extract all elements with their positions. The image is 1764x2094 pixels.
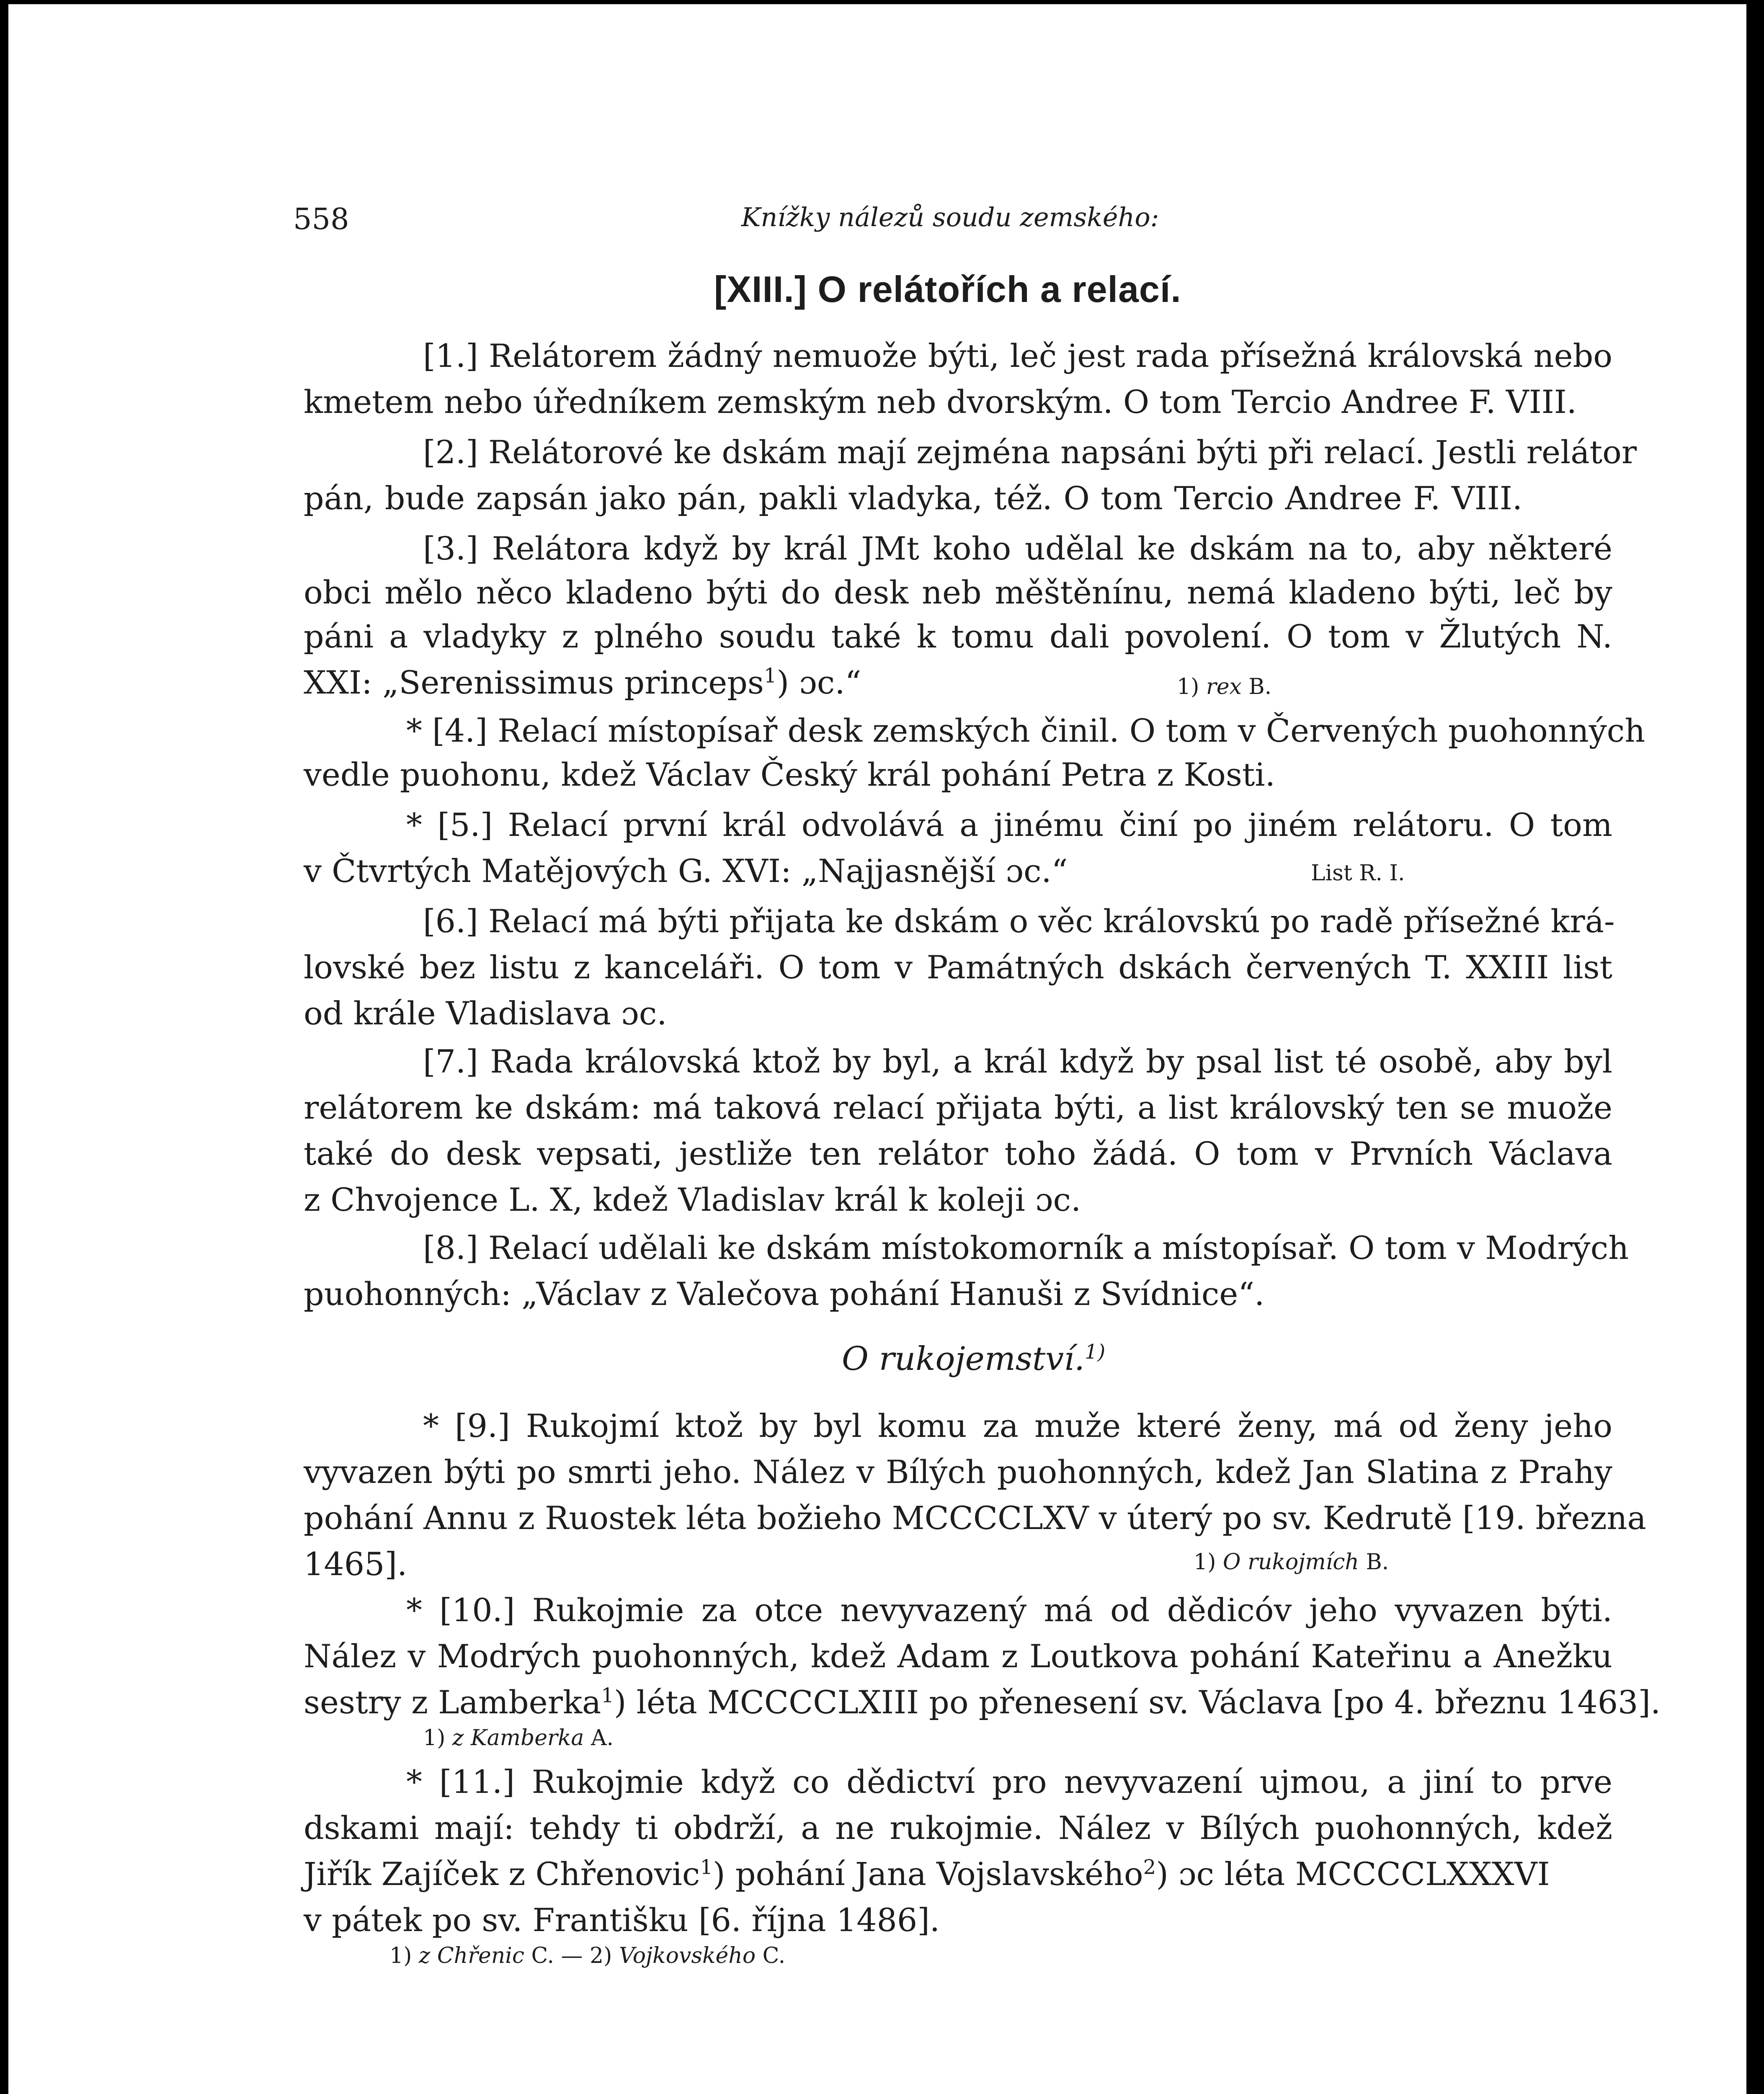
paragraph-line: * [4.] Relací místopísař desk zemských činil. O tom v Červených puohonných	[406, 712, 1645, 749]
footnote-variant: rex	[1206, 674, 1242, 699]
paragraph-line: také do desk vepsati, jestliže ten relátor toho žádá. O tom v Prvních Václava	[304, 1135, 1612, 1172]
footnote-mark: 2)	[590, 1943, 612, 1968]
footnote-mark: 1)	[423, 1725, 446, 1751]
footnote-mark: 1)	[389, 1943, 412, 1968]
paragraph-line: * [5.] Relací první král odvolává a jinému činí po jiném relátoru. O tom	[406, 806, 1612, 843]
line-text: XXI: „Serenissimus princeps	[304, 664, 764, 701]
footnote: List R. I.	[1311, 861, 1405, 886]
footnote-mark: 1	[601, 1684, 614, 1707]
paragraph-line: * [10.] Rukojmie za otce nevyvazený má od dědicóv jeho vyvazen býti.	[406, 1591, 1612, 1629]
footnote-source: A.	[591, 1725, 614, 1751]
paragraph-line: dskami mají: tehdy ti obdrží, a ne rukojmie. Nález v Bílých puohonných, kdež	[304, 1809, 1612, 1846]
paragraph-line: puohonných: „Václav z Valečova pohání Hanuši z Svídnice“.	[304, 1275, 1265, 1313]
page-number: 558	[293, 202, 349, 236]
footnote-mark: 1)	[1194, 1550, 1216, 1575]
footnote-source: C.	[762, 1943, 786, 1968]
page	[8, 4, 1746, 2094]
footnote	[389, 1943, 785, 1968]
paragraph-line	[304, 1681, 1661, 1723]
line-text: ) pohání Jana Vojslavského	[713, 1855, 1143, 1893]
footnote-variant: z Chřenic	[418, 1943, 524, 1968]
line-text: ) léta MCCCCLXIII po přenesení sv. Václava [po 4. březnu 1463].	[614, 1684, 1661, 1721]
footnote-mark: 2	[1143, 1855, 1156, 1879]
paragraph-line: 1465].	[304, 1545, 407, 1583]
paragraph-line: [1.] Relátorem žádný nemuože býti, leč jest rada přísežná královská nebo	[423, 337, 1612, 374]
footnote-variant: z Kamberka	[452, 1725, 584, 1751]
paragraph-line	[304, 662, 861, 704]
paragraph-line: [7.] Rada královská ktož by byl, a král když by psal list té osobě, aby byl	[423, 1043, 1612, 1080]
paragraph-line: z Chvojence L. X, kdež Vladislav král k koleji ɔc.	[304, 1181, 1081, 1218]
footnote-mark: 1	[700, 1855, 713, 1879]
paragraph-line: páni a vladyky z plného soudu také k tomu dali povolení. O tom v Žlutých N.	[304, 618, 1612, 655]
paragraph-line: kmetem nebo úředníkem zemským neb dvorským. O tom Tercio Andree F. VIII.	[304, 383, 1577, 420]
line-text: sestry z Lamberka	[304, 1684, 601, 1721]
running-title: Knížky nálezů soudu zemského:	[741, 202, 1159, 232]
paragraph-line: [8.] Relací udělali ke dskám místokomorník a místopísař. O tom v Modrých	[423, 1229, 1629, 1266]
paragraph-line: v pátek po sv. Františku [6. října 1486].	[304, 1901, 940, 1939]
paragraph-line: pán, bude zapsán jako pán, pakli vladyka, též. O tom Tercio Andree F. VIII.	[304, 480, 1522, 517]
footnote	[423, 1725, 614, 1751]
line-text: ) ɔc.“	[776, 664, 861, 701]
subheading	[842, 1340, 1105, 1378]
paragraph-line: * [9.] Rukojmí ktož by byl komu za muže které ženy, má od ženy jeho	[423, 1407, 1612, 1444]
paragraph-line: [6.] Relací má býti přijata ke dskám o věc královskú po radě přísežné krá-	[423, 903, 1615, 940]
line-text: Jiřík Zajíček z Chřenovic	[304, 1855, 700, 1893]
paragraph-line: * [11.] Rukojmie když co dědictví pro nevyvazení ujmou, a jiní to prve	[406, 1763, 1612, 1800]
paragraph-line: [3.] Relátora když by král JMt koho udělal ke dskám na to, aby některé	[423, 530, 1612, 567]
footnote-source: C. —	[531, 1943, 583, 1968]
footnote-mark: 1)	[1177, 674, 1199, 699]
paragraph-line: lovské bez listu z kanceláři. O tom v Památných dskách červených T. XXIII list	[304, 949, 1612, 986]
paragraph-line: v Čtvrtých Matějových G. XVI: „Najjasnější ɔc.“	[304, 852, 1068, 890]
footnote-mark: 1	[763, 664, 777, 688]
footnote	[1194, 1550, 1389, 1575]
line-text: ) ɔc léta MCCCCLXXXVI	[1156, 1855, 1550, 1893]
footnote-variant: O rukojmích	[1222, 1550, 1359, 1575]
footnote-source: B.	[1248, 674, 1272, 699]
section-title: [XIII.] O relátořích a relací.	[714, 268, 1181, 310]
paragraph-line: relátorem ke dskám: má taková relací přijata býti, a list královský ten se muože	[304, 1089, 1612, 1126]
paragraph-line: obci mělo něco kladeno býti do desk neb měštěnínu, nemá kladeno býti, leč by	[304, 574, 1612, 611]
footnote	[1177, 674, 1271, 699]
footnote-source: B.	[1366, 1550, 1389, 1575]
paragraph-line: vyvazen býti po smrti jeho. Nález v Bílých puohonných, kdež Jan Slatina z Prahy	[304, 1453, 1612, 1491]
paragraph-line: pohání Annu z Ruostek léta božieho MCCCCLXV v úterý po sv. Kedrutě [19. března	[304, 1499, 1646, 1537]
footnote-variant: Vojkovského	[619, 1943, 756, 1968]
paragraph-line: vedle puohonu, kdež Václav Český král pohání Petra z Kosti.	[304, 756, 1275, 793]
paragraph-line	[304, 1853, 1550, 1895]
subheading-text: O rukojemství.	[842, 1340, 1085, 1378]
footnote-mark: 1)	[1084, 1340, 1106, 1364]
paragraph-line: [2.] Relátorové ke dskám mají zejména napsáni býti při relací. Jestli relátor	[423, 433, 1637, 471]
paragraph-line: od krále Vladislava ɔc.	[304, 995, 667, 1032]
paragraph-line: Nález v Modrých puohonných, kdež Adam z Loutkova pohání Kateřinu a Anežku	[304, 1638, 1612, 1675]
